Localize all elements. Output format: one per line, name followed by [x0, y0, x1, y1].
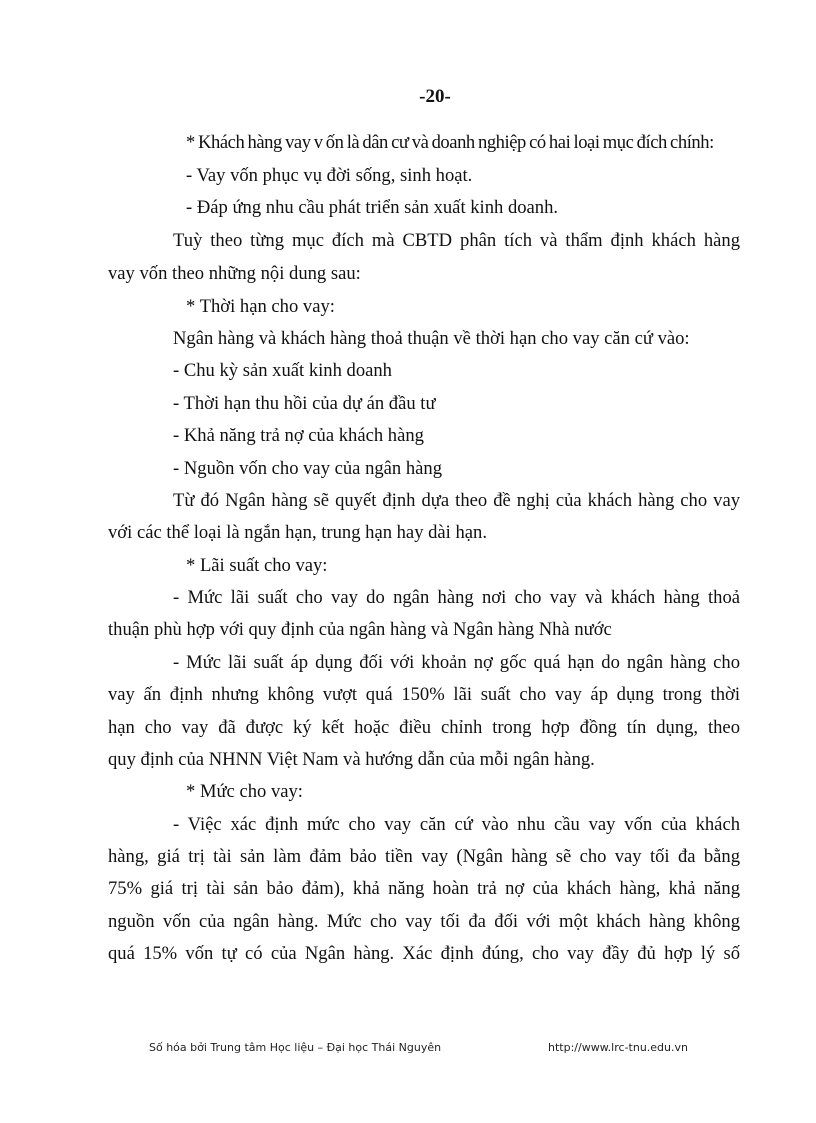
text-line: Tuỳ theo từng mục đích mà CBTD phân tích và thẩm định khách hàng: [173, 230, 740, 251]
text-line: * Khách hàng vay v ốn là dân cư và doanh nghiệp có hai loại mục đích chính:: [186, 132, 714, 153]
section-heading: * Lãi suất cho vay:: [186, 555, 328, 576]
list-item: - Nguồn vốn cho vay của ngân hàng: [173, 458, 443, 479]
text-line: vay ấn định nhưng không vượt quá 150% lãi suất cho vay áp dụng trong thời: [108, 684, 740, 705]
footer-source: Số hóa bởi Trung tâm Học liệu – Đại học Thái Nguyên: [149, 1041, 442, 1054]
list-item: - Khả năng trả nợ của khách hàng: [173, 425, 424, 446]
text-line: 75% giá trị tài sản bảo đảm), khả năng hoàn trả nợ của khách hàng, khả năng: [108, 878, 740, 899]
section-heading: * Thời hạn cho vay:: [186, 296, 335, 317]
text-line: quy định của NHNN Việt Nam và hướng dẫn của mỗi ngân hàng.: [108, 749, 595, 770]
text-line: Ngân hàng và khách hàng thoả thuận về thời hạn cho vay căn cứ vào:: [173, 328, 690, 349]
footer-url: http://www.lrc-tnu.edu.vn: [548, 1041, 688, 1054]
text-line: Từ đó Ngân hàng sẽ quyết định dựa theo đề nghị của khách hàng cho vay: [173, 490, 740, 511]
text-line: - Đáp ứng nhu cầu phát triển sản xuất kinh doanh.: [186, 197, 559, 218]
section-heading: * Mức cho vay:: [186, 781, 303, 802]
text-line: - Việc xác định mức cho vay căn cứ vào nhu cầu vay vốn của khách: [173, 814, 740, 835]
text-line: hàng, giá trị tài sản làm đảm bảo tiền vay (Ngân hàng sẽ cho vay tối đa bằng: [108, 846, 740, 867]
text-line: thuận phù hợp với quy định của ngân hàng và Ngân hàng Nhà nước: [108, 619, 612, 640]
text-line: vay vốn theo những nội dung sau:: [108, 263, 361, 284]
text-line: - Mức lãi suất áp dụng đối với khoản nợ gốc quá hạn do ngân hàng cho: [173, 652, 740, 673]
text-line: với các thể loại là ngắn hạn, trung hạn hay dài hạn.: [108, 522, 487, 543]
text-line: - Vay vốn phục vụ đời sống, sinh hoạt.: [186, 165, 473, 186]
page-number: -20-: [419, 86, 451, 107]
text-line: quá 15% vốn tự có của Ngân hàng. Xác định đúng, cho vay đầy đủ hợp lý số: [108, 943, 740, 964]
list-item: - Chu kỳ sản xuất kinh doanh: [173, 360, 392, 381]
text-line: nguồn vốn của ngân hàng. Mức cho vay tối đa đối với một khách hàng không: [108, 911, 740, 932]
text-line: - Mức lãi suất cho vay do ngân hàng nơi cho vay và khách hàng thoả: [173, 587, 740, 608]
list-item: - Thời hạn thu hồi của dự án đầu tư: [173, 393, 436, 414]
text-line: hạn cho vay đã được ký kết hoặc điều chỉnh trong hợp đồng tín dụng, theo: [108, 717, 740, 738]
